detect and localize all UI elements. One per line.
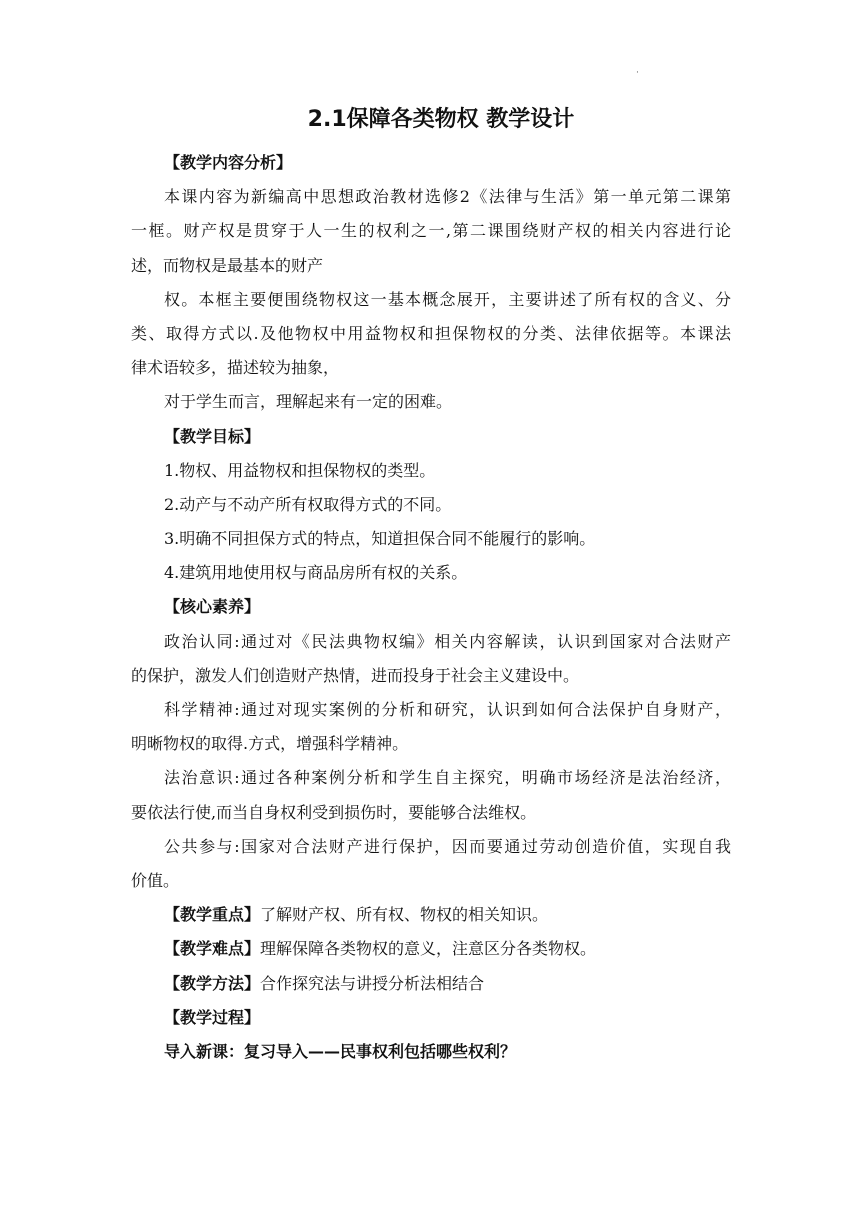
objective-item: 2.动产与不动产所有权取得方式的不同。 — [164, 494, 452, 514]
paragraph-line: 的保护，激发人们创造财产热情，进而投身于社会主义建设中。 — [131, 665, 580, 685]
paragraph-line: 类、取得方式以.及他物权中用益物权和担保物权的分类、法律依据等。本课法 — [131, 323, 731, 343]
page-marker: · — [636, 68, 639, 78]
method-text: 合作探究法与讲授分析法相结合 — [260, 973, 485, 993]
paragraph-line: 述，而物权是最基本的财产 — [131, 255, 324, 275]
paragraph-line: 要依法行使,而当自身权利受到损伤时，要能够合法维权。 — [131, 802, 537, 822]
method-line — [131, 967, 731, 1001]
section-heading-content-analysis: 【教学内容分析】 — [164, 153, 293, 172]
objective-item: 1.物权、用益物权和担保物权的类型。 — [164, 460, 436, 480]
paragraph-line: 律术语较多，描述较为抽象， — [131, 358, 340, 378]
section-heading-objectives: 【教学目标】 — [164, 426, 261, 446]
section-heading-core-literacy: 【核心素养】 — [164, 597, 261, 617]
paragraph-line: 科学精神:通过对现实案例的分析和研究，认识到如何合法保护自身财产， — [164, 700, 731, 719]
paragraph-line: 价值。 — [131, 870, 180, 890]
paragraph-line: 政治认同:通过对《民法典物权编》相关内容解读，认识到国家对合法财产 — [164, 631, 731, 651]
key-points-label: 【教学重点】 — [164, 905, 261, 925]
paragraph-line: 对于学生而言，理解起来有一定的困难。 — [164, 392, 453, 412]
objective-item: 4.建筑用地使用权与商品房所有权的关系。 — [164, 563, 468, 583]
difficulties-line — [131, 932, 731, 966]
method-label: 【教学方法】 — [164, 973, 261, 993]
paragraph-line: 明晰物权的取得.方式，增强科学精神。 — [131, 734, 409, 754]
key-points-text: 了解财产权、所有权、物权的相关知识。 — [260, 905, 549, 925]
section-heading-process: 【教学过程】 — [164, 1007, 261, 1027]
key-points-line — [131, 898, 731, 932]
paragraph-line: 法治意识:通过各种案例分析和学生自主探究，明确市场经济是法治经济， — [164, 768, 731, 788]
document-title: 2.1保障各类物权 教学设计 — [307, 107, 575, 132]
paragraph-line: 权。本框主要便围绕物权这一基本概念展开，主要讲述了所有权的含义、分 — [164, 289, 731, 309]
objective-item: 3.明确不同担保方式的特点，知道担保合同不能履行的影响。 — [164, 529, 596, 549]
difficulties-text: 理解保障各类物权的意义，注意区分各类物权。 — [260, 939, 597, 959]
paragraph-line: 一框。财产权是贯穿于人一生的权利之一,第二课围绕财产权的相关内容进行论 — [131, 221, 731, 241]
paragraph-line: 本课内容为新编高中思想政治教材选修2《法律与生活》第一单元第二课第 — [164, 187, 731, 207]
difficulties-label: 【教学难点】 — [164, 939, 261, 959]
process-intro: 导入新课：复习导入——民事权利包括哪些权利？ — [164, 1041, 517, 1061]
document-body — [131, 146, 731, 1069]
paragraph-line: 公共参与:国家对合法财产进行保护，因而要通过劳动创造价值，实现自我 — [164, 836, 731, 856]
